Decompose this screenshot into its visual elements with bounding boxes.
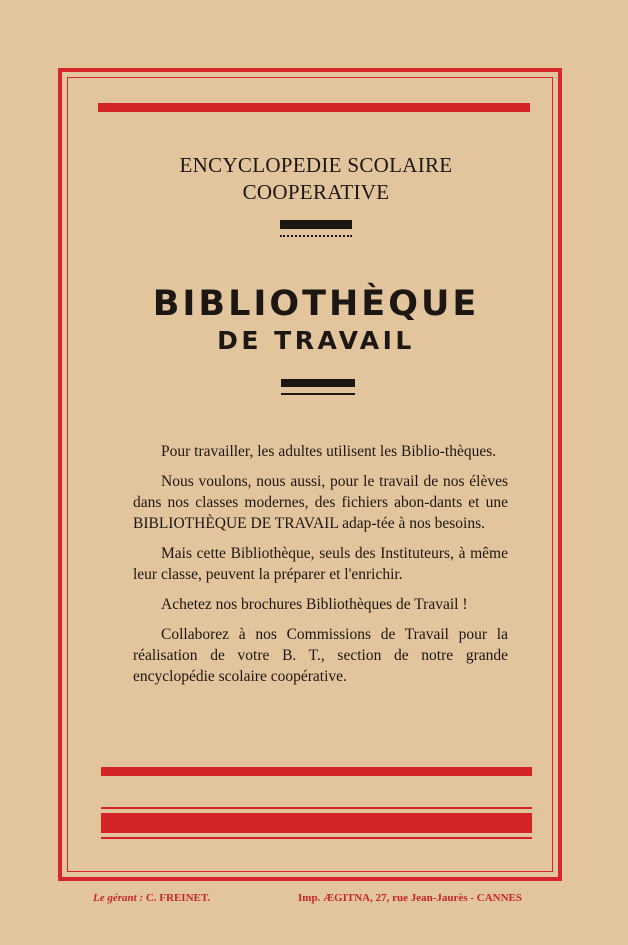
main-title: BIBLIOTHÈQUE: [152, 284, 480, 324]
bottom-thick-rule: [101, 813, 532, 833]
ornament-bar-bottom: [281, 379, 355, 387]
main-subtitle: DE TRAVAIL: [217, 326, 415, 355]
lower-red-rule: [101, 767, 532, 776]
bottom-thin-rule-top: [101, 807, 532, 809]
paragraph: Pour travailler, les adultes utilisent les Biblio-thèques.: [161, 443, 497, 460]
paragraph: Collaborez à nos Commissions de Travail pour la réalisation de votre B. T., section de notre grande encyclopédie scolaire coopérative.: [133, 626, 508, 685]
ornament-bar-top: [280, 220, 352, 229]
body-text: [133, 441, 508, 696]
footer-printer: Imp. ÆGITNA, 27, rue Jean-Jaurès - CANNES: [298, 892, 522, 904]
series-heading: [100, 152, 532, 206]
bottom-thin-rule-bottom: [101, 837, 532, 839]
series-heading-line2: COOPERATIVE: [242, 180, 390, 204]
ornament-dots-top: [280, 235, 352, 237]
paragraph: Mais cette Bibliothèque, seuls des Instituteurs, à même leur classe, peuvent la préparer et l'enrichir.: [133, 545, 508, 583]
gerant-label: Le gérant :: [93, 892, 144, 904]
top-red-rule: [98, 103, 530, 112]
series-heading-line1: ENCYCLOPEDIE SCOLAIRE: [179, 153, 453, 177]
paragraph: Nous voulons, nous aussi, pour le travail de nos élèves dans nos classes modernes, des fichiers abon-dants et une BIBLIOTHÈQUE DE TRAVAIL adap-tée à nos besoins.: [133, 473, 508, 532]
footer-gerant: [93, 892, 210, 904]
paragraph: Achetez nos brochures Bibliothèques de Travail !: [161, 596, 468, 613]
gerant-name: C. FREINET.: [145, 892, 211, 904]
ornament-line-bottom: [281, 393, 355, 395]
